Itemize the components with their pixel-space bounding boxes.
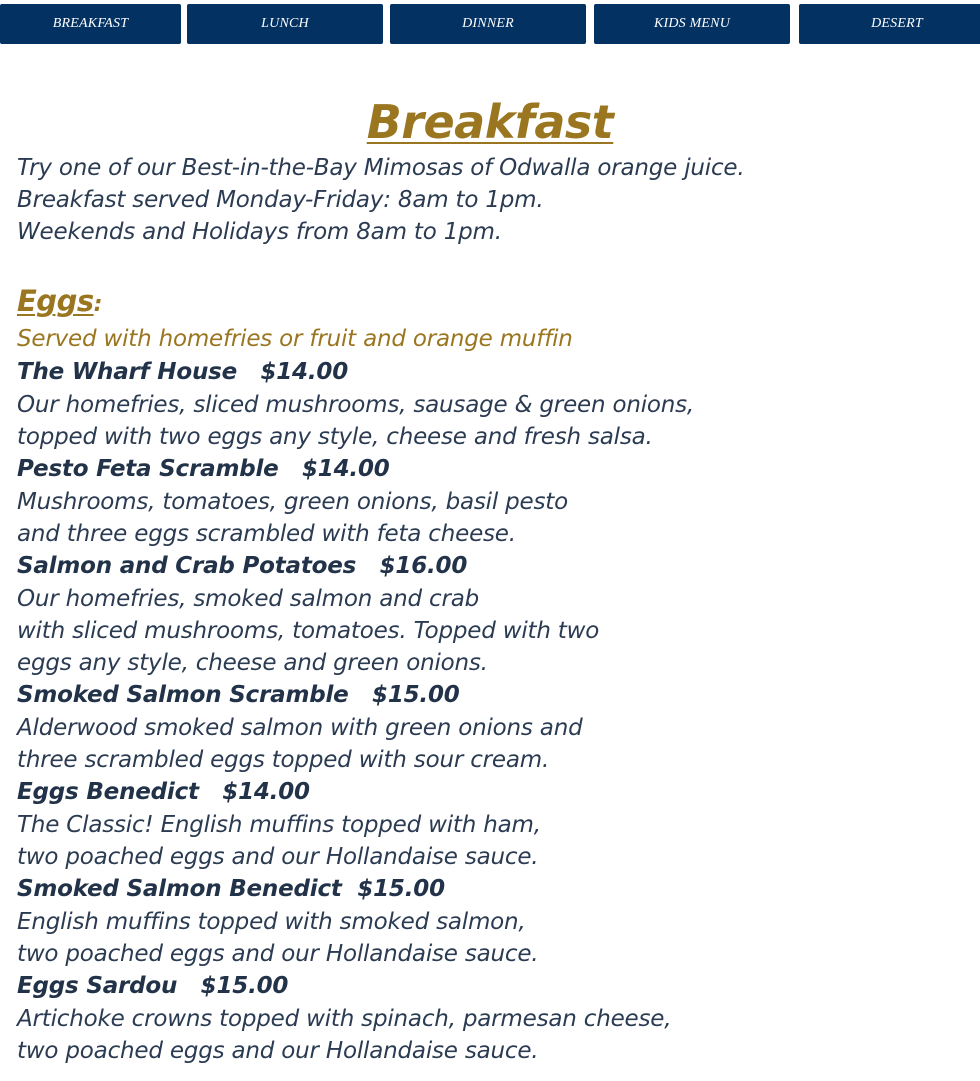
menu-item-desc-line: Our homefries, smoked salmon and crab [17,586,479,612]
menu-item-price: $14.00 [222,779,310,805]
menu-item-title [17,873,967,906]
section-heading-word: Eggs [17,284,94,318]
menu-item [17,970,967,1067]
menu-content [17,92,967,1067]
menu-item-title [17,356,967,389]
menu-item-desc-line: and three eggs scrambled with feta cheese. [17,521,516,547]
section-subtitle: Served with homefries or fruit and orange muffin [17,326,573,352]
menu-item-price: $14.00 [260,359,349,385]
menu-item-desc-line: three scrambled eggs topped with sour cream. [17,747,550,773]
menu-item-desc-line: two poached eggs and our Hollandaise sauce. [17,1038,539,1064]
menu-item [17,679,967,776]
menu-item-price: $15.00 [357,876,445,902]
menu-item [17,776,967,873]
menu-item-name: Eggs Benedict [17,779,199,805]
menu-item [17,356,967,453]
menu-item-desc-line: two poached eggs and our Hollandaise sauce. [17,844,539,870]
menu-item-desc-line: The Classic! English muffins topped with ham, [17,812,541,838]
nav-tab-desert[interactable]: DESERT [799,4,980,44]
intro-line: Try one of our Best-in-the-Bay Mimosas of Odwalla orange juice. [17,155,745,181]
menu-item-desc-line: topped with two eggs any style, cheese and fresh salsa. [17,424,653,450]
menu-item-price: $16.00 [379,553,468,579]
menu-item-name: Pesto Feta Scramble [17,456,279,482]
menu-item-desc-line: eggs any style, cheese and green onions. [17,650,488,676]
menu-item-title [17,453,967,486]
menu-item-name: Salmon and Crab Potatoes [17,553,357,579]
menu-item-desc-line: Artichoke crowns topped with spinach, parmesan cheese, [17,1006,672,1032]
menu-item-desc-line: Our homefries, sliced mushrooms, sausage & green onions, [17,392,695,418]
menu-item-name: Smoked Salmon Scramble [17,682,349,708]
intro-line: Weekends and Holidays from 8am to 1pm. [17,219,502,245]
menu-item-name: Smoked Salmon Benedict [17,876,342,902]
nav-tab-breakfast[interactable]: BREAKFAST [0,4,181,44]
section-heading-colon: : [93,292,102,317]
menu-item-desc-line: Alderwood smoked salmon with green onions and [17,715,583,741]
nav-tab-kids-menu[interactable]: KIDS MENU [594,4,790,44]
menu-item-name: Eggs Sardou [17,973,178,999]
menu-item-desc-line: with sliced mushrooms, tomatoes. Topped with two [17,618,600,644]
menu-item-price: $15.00 [200,973,289,999]
menu-item-price: $14.00 [302,456,390,482]
menu-item-name: The Wharf House [17,359,238,385]
menu-item-desc-line: English muffins topped with smoked salmon, [17,909,526,935]
menu-item-desc-line: Mushrooms, tomatoes, green onions, basil pesto [17,489,568,515]
menu-item [17,453,967,550]
menu-item [17,873,967,970]
menu-item-desc-line: two poached eggs and our Hollandaise sauce. [17,941,539,967]
menu-item-title [17,679,967,712]
intro-line: Breakfast served Monday-Friday: 8am to 1pm. [17,187,544,213]
menu-item-title [17,550,967,583]
menu-item [17,550,967,679]
page-title: Breakfast [366,95,614,149]
menu-item-title [17,776,967,809]
section-heading-eggs [17,284,967,322]
spacer [17,248,967,284]
nav-tab-dinner[interactable]: DINNER [390,4,586,44]
menu-item-title [17,970,967,1003]
intro-block [17,152,967,248]
menu-item-price: $15.00 [372,682,460,708]
nav-tab-lunch[interactable]: LUNCH [187,4,383,44]
menu-nav-bar [0,4,980,44]
